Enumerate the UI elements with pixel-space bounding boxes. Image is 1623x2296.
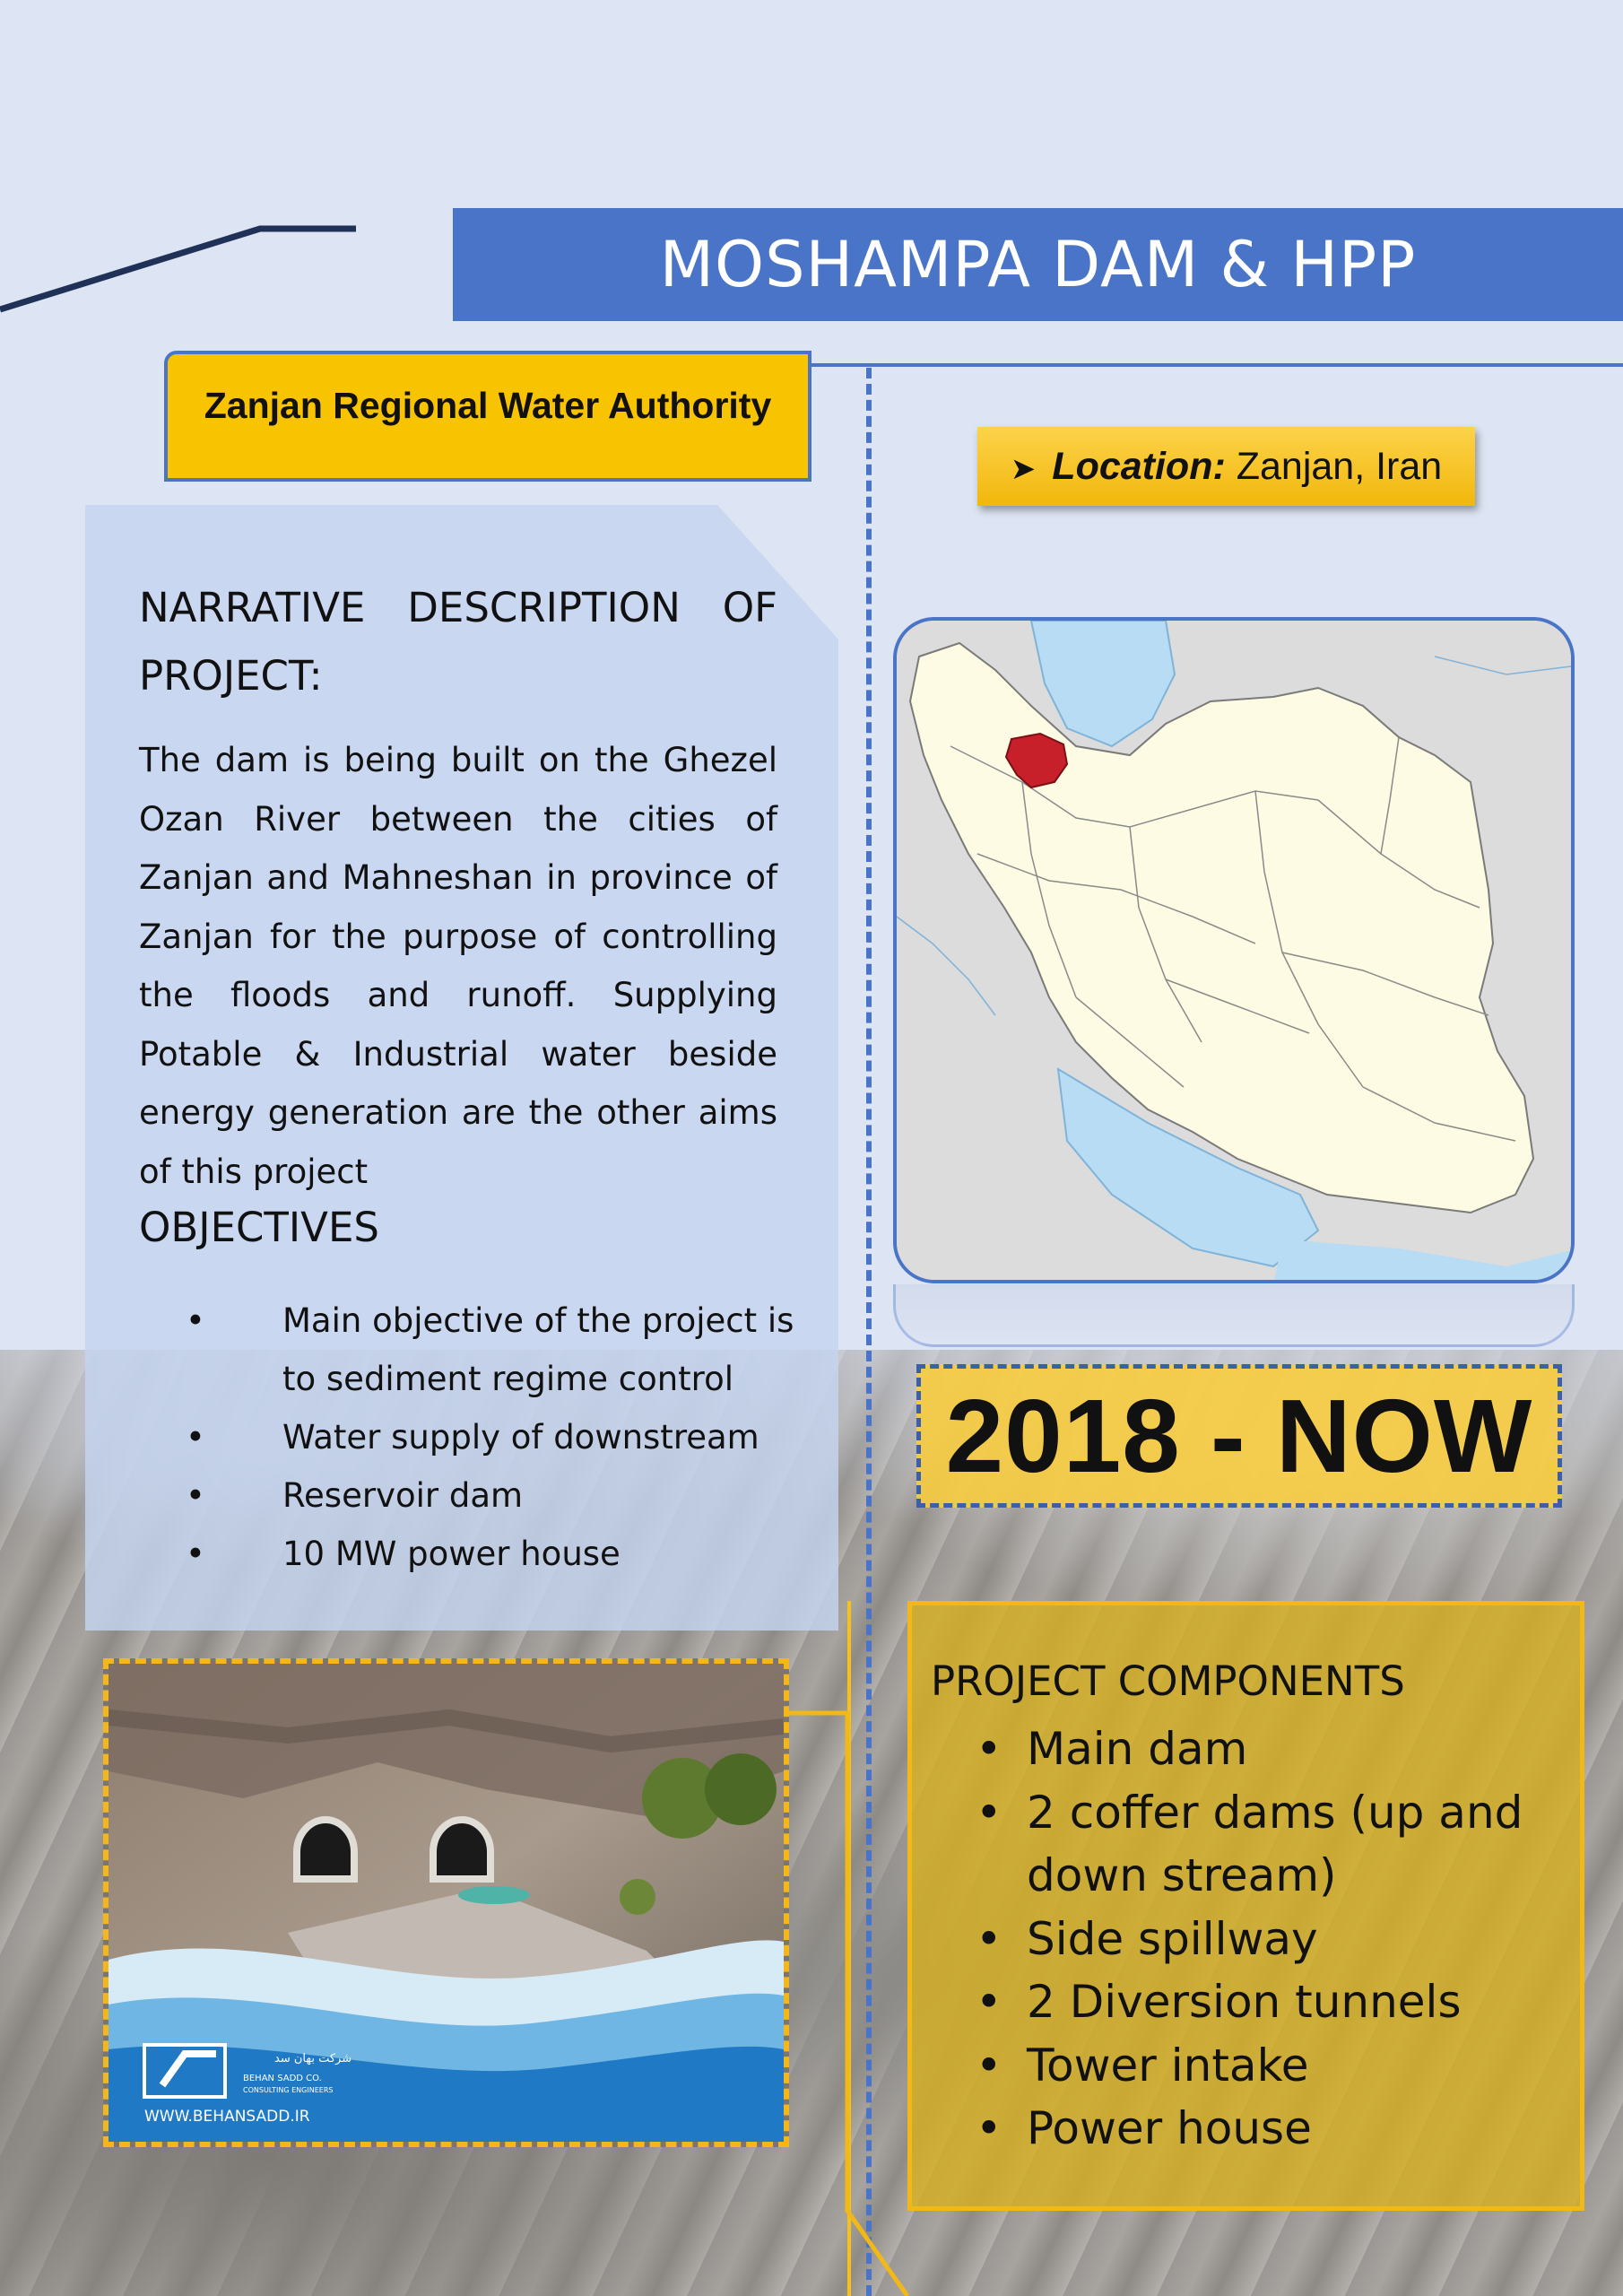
list-item: • 10 MW power house <box>139 1525 820 1583</box>
connector-lines <box>789 1709 915 2296</box>
narrative-body: The dam is being built on the Ghezel Ozan River between the cities of Zanjan and Mahneshan in province of Zanjan for the purpose of controlling the floods and runoff. Supplying Potable & Industrial water beside energy generation are the other aims of this project <box>139 741 777 1191</box>
list-item: • 2 Diversion tunnels <box>931 1970 1567 2034</box>
objectives-heading: OBJECTIVES <box>139 1204 379 1251</box>
location-map <box>893 617 1575 1283</box>
decorative-line <box>0 215 359 323</box>
project-period: 2018 - NOW <box>945 1378 1533 1494</box>
dam-site-photo <box>108 1664 784 2142</box>
logo-company-sub: CONSULTING ENGINEERS <box>243 2086 334 2094</box>
list-item: • 2 coffer dams (up and down stream) <box>931 1781 1567 1908</box>
list-item: • Reservoir dam <box>139 1466 820 1525</box>
list-item: • Main dam <box>931 1718 1567 1781</box>
list-item: • Main objective of the project is to sediment regime control <box>139 1292 820 1408</box>
logo-farsi-text: شرکت بهان سد <box>274 2052 352 2066</box>
list-item: • Tower intake <box>931 2034 1567 2098</box>
components-list <box>931 1718 1567 2161</box>
client-name: Zanjan Regional Water Authority <box>204 385 772 426</box>
list-item: • Power house <box>931 2097 1567 2161</box>
map-reflection <box>893 1284 1575 1347</box>
list-item: • Water supply of downstream <box>139 1408 820 1466</box>
list-item: • Side spillway <box>931 1908 1567 1971</box>
components-heading: PROJECT COMPONENTS <box>931 1657 1405 1705</box>
narrative-heading: NARRATIVE DESCRIPTION OF PROJECT: <box>139 584 777 700</box>
iran-map-image <box>897 621 1575 1283</box>
arrow-bullet-icon: ➤ <box>1010 452 1037 486</box>
location-label: Location: <box>1052 445 1226 488</box>
project-photo <box>103 1658 789 2147</box>
logo-company-name: BEHAN SADD CO. <box>243 2074 322 2083</box>
website-text: WWW.BEHANSADD.IR <box>144 2108 310 2126</box>
divider-line <box>812 363 1623 367</box>
location-text <box>977 427 1475 506</box>
objectives-list <box>139 1292 820 1583</box>
location-value: Zanjan, Iran <box>1225 445 1443 488</box>
page-title: MOSHAMPA DAM & HPP <box>659 228 1417 301</box>
